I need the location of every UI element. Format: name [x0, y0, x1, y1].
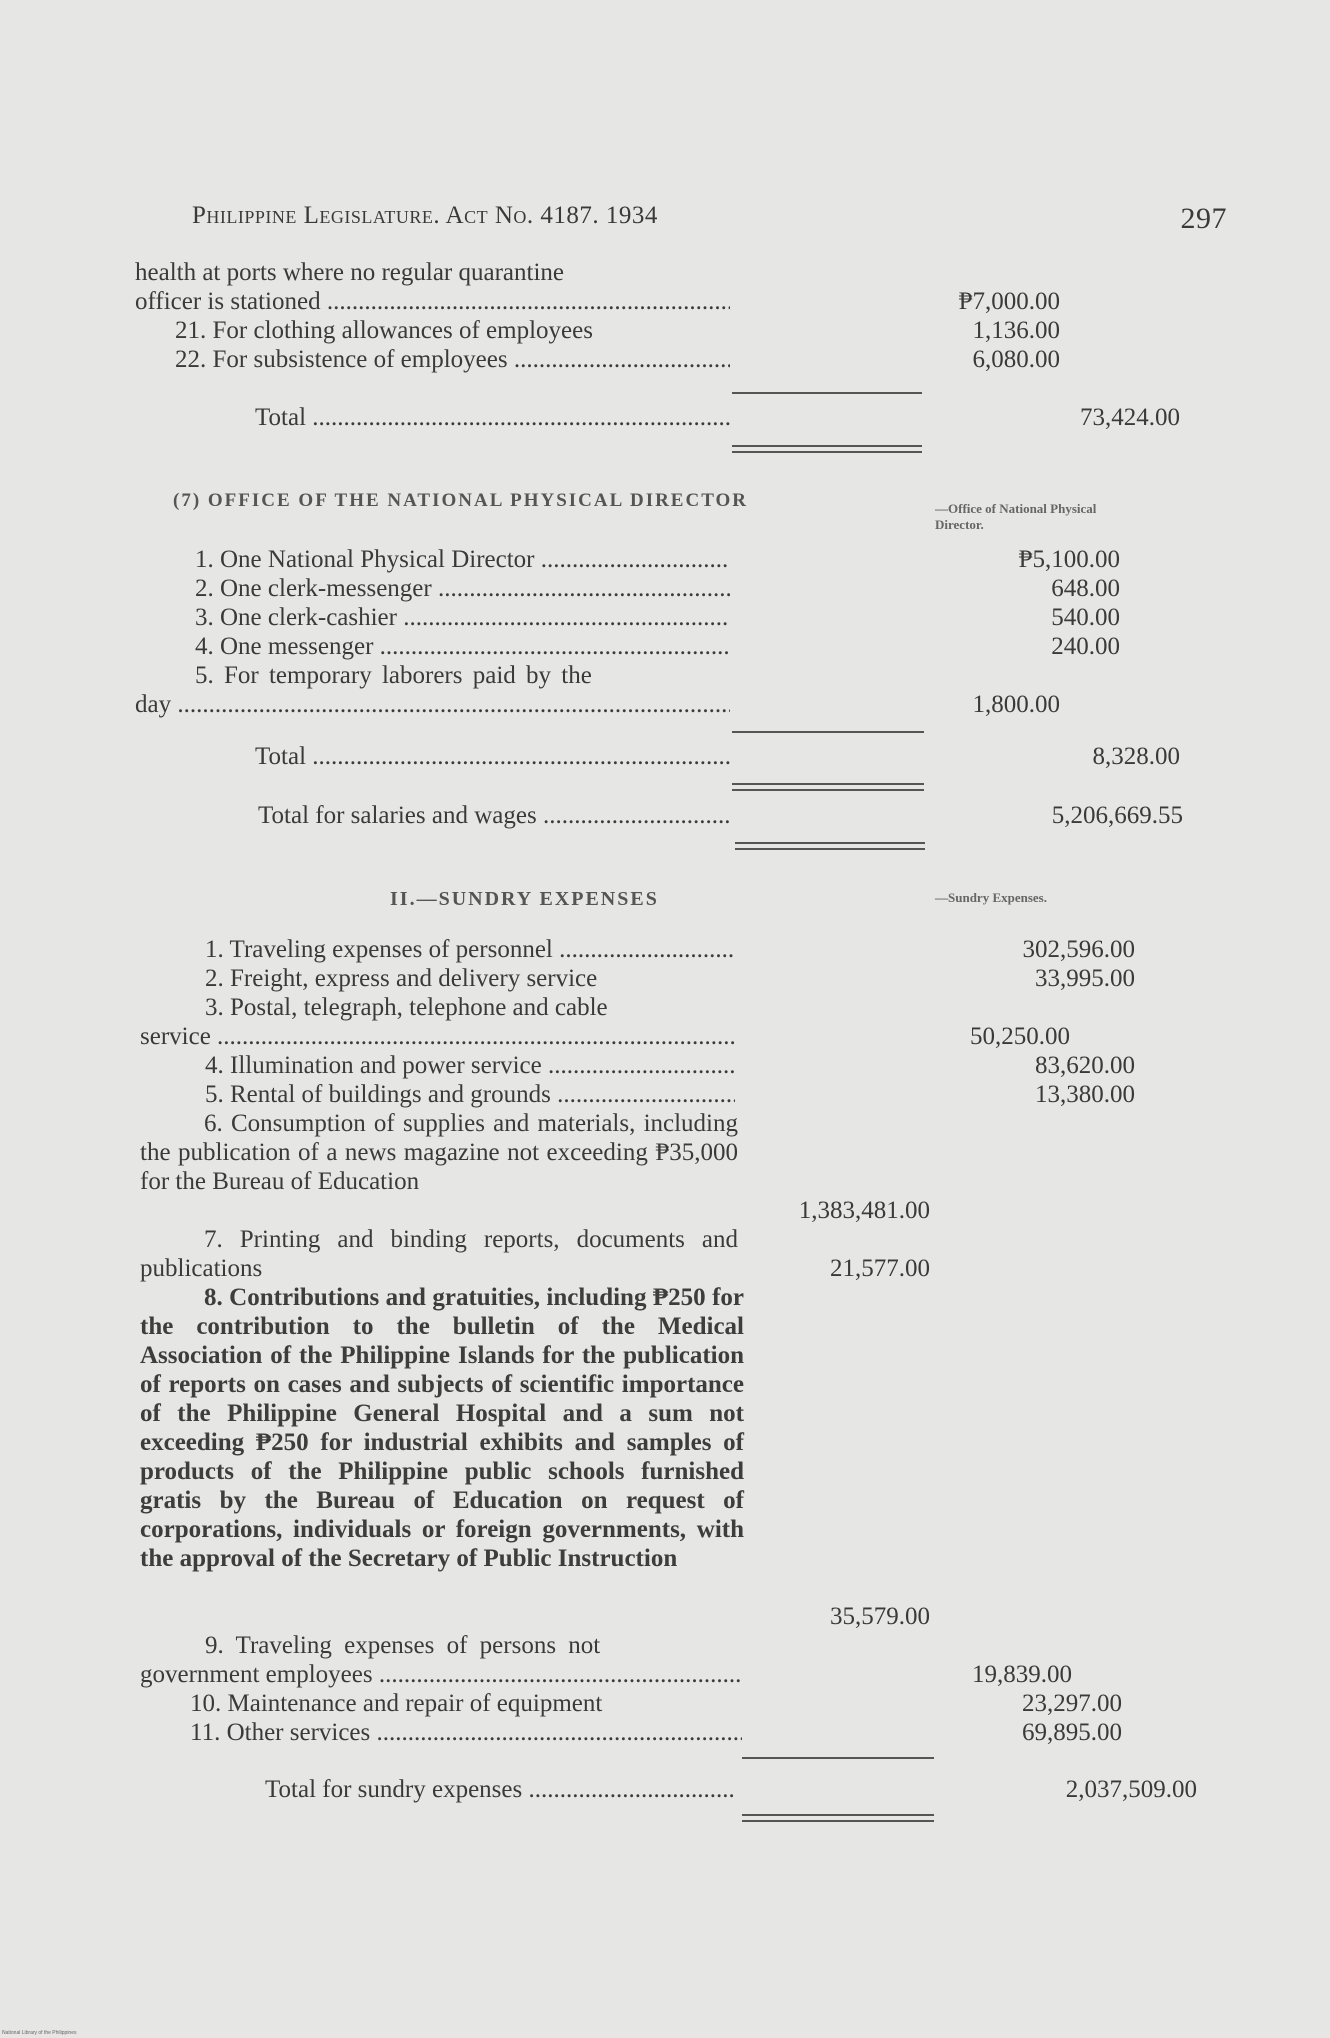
list-item	[205, 964, 1135, 993]
total-row	[255, 403, 1180, 432]
total-label: Total .....	[255, 743, 730, 770]
item-amount: 1,383,481.00	[798, 1197, 930, 1224]
item-amount: 69,895.00	[1022, 1719, 1122, 1746]
total-label: Total .....	[255, 404, 730, 431]
item-amount: 35,579.00	[830, 1603, 930, 1630]
total-amount: 5,206,669.55	[1051, 802, 1183, 829]
total-row	[265, 1775, 1197, 1804]
item-label: 3. One clerk-cashier .....	[195, 604, 730, 631]
item-amount: 13,380.00	[1035, 1081, 1135, 1108]
list-item	[195, 661, 935, 690]
item-amount: 19,839.00	[972, 1661, 1072, 1688]
list-item	[205, 935, 1135, 964]
total-amount: 73,424.00	[1080, 404, 1180, 431]
item-paragraph: 8. Contributions and gratuities, including ₱250 for the contribution to the bulletin of the Medical Association of the Philippine Islands for the publication of reports on cases and subjects of scientific importance of the Philippine General Hospital and a sum not exceeding ₱250 for industrial exhibits and samples of products of the Philippine public schools furnished gratis by the Bureau of Education on request of corporations, individuals or foreign governments, with the approval of the Secretary of Public Instruction	[140, 1284, 744, 1572]
item-label: service .....	[140, 1023, 735, 1050]
sum-rule	[742, 1757, 934, 1759]
list-item	[195, 545, 1120, 574]
item-amount: ₱5,100.00	[1018, 546, 1120, 573]
total-label: Total for salaries and wages .....	[258, 802, 730, 829]
item-label: 1. Traveling expenses of personnel .....	[205, 936, 735, 963]
item-label: 4. Illumination and power service .....	[205, 1052, 735, 1079]
list-item	[175, 316, 1060, 345]
item-label: 21. For clothing allowances of employees	[175, 317, 593, 344]
list-item	[735, 1196, 935, 1225]
item-label: officer is stationed .....	[135, 288, 730, 315]
list-item	[135, 287, 1060, 316]
item-label: 4. One messenger .....	[195, 633, 730, 660]
list-item	[205, 1631, 935, 1660]
list-item	[735, 1602, 935, 1631]
item-amount: 540.00	[1051, 604, 1120, 631]
list-item	[735, 1254, 935, 1283]
margin-note: —Sundry Expenses.	[935, 890, 1047, 905]
sum-rule	[732, 392, 922, 394]
item-label: day .....	[135, 691, 730, 718]
item-label: 2. One clerk-messenger .....	[195, 575, 730, 602]
item-amount: 83,620.00	[1035, 1052, 1135, 1079]
item-amount: ₱7,000.00	[958, 288, 1060, 315]
item-label: government employees .....	[140, 1661, 742, 1688]
list-item	[195, 574, 1120, 603]
item-amount: 1,136.00	[972, 317, 1060, 344]
list-item	[205, 1051, 1135, 1080]
total-row	[255, 742, 1180, 771]
item-amount: 33,995.00	[1035, 965, 1135, 992]
double-rule	[735, 842, 925, 850]
item-label: 3. Postal, telegraph, telephone and cable	[205, 994, 608, 1021]
list-item	[190, 1718, 1122, 1747]
footer-credit: National Library of the Philippines	[2, 2030, 77, 2036]
page-number: 297	[1180, 202, 1227, 235]
sum-rule	[732, 731, 924, 733]
section-heading: (7) OFFICE OF THE NATIONAL PHYSICAL DIRECTOR	[173, 490, 749, 511]
list-item	[205, 993, 935, 1022]
item-label: health at ports where no regular quarantine	[135, 259, 564, 286]
item-label: 10. Maintenance and repair of equipment	[190, 1690, 603, 1717]
margin-note: —Office of National Physical Director.	[935, 501, 1097, 532]
item-label: 1. One National Physical Director .....	[195, 546, 730, 573]
item-amount: 50,250.00	[970, 1023, 1070, 1050]
running-title: Philippine Legislature. Act No. 4187. 1934	[192, 202, 658, 229]
item-label: 5. For temporary laborers paid by the	[195, 662, 592, 689]
list-item	[195, 603, 1120, 632]
double-rule	[732, 783, 924, 791]
list-item	[135, 690, 1060, 719]
item-amount: 1,800.00	[972, 691, 1060, 718]
item-label: 2. Freight, express and delivery service	[205, 965, 598, 992]
list-item	[175, 345, 1060, 374]
list-item	[140, 1022, 1070, 1051]
item-label: 22. For subsistence of employees .....	[175, 346, 730, 373]
total-amount: 2,037,509.00	[1065, 1776, 1197, 1803]
item-amount: 648.00	[1051, 575, 1120, 602]
item-amount: 302,596.00	[1022, 936, 1135, 963]
item-label: 5. Rental of buildings and grounds .....	[205, 1081, 735, 1108]
item-label: 9. Traveling expenses of persons not	[205, 1632, 601, 1659]
item-paragraph: 7. Printing and binding reports, documents and publications	[140, 1226, 738, 1282]
item-paragraph: 6. Consumption of supplies and materials, including the publication of a news magazine not exceeding ₱35,000 for the Bureau of Education	[140, 1110, 738, 1195]
total-amount: 8,328.00	[1092, 743, 1180, 770]
total-row	[258, 801, 1183, 830]
item-amount: 23,297.00	[1022, 1690, 1122, 1717]
list-item	[190, 1689, 1122, 1718]
item-amount: 21,577.00	[830, 1255, 930, 1282]
item-amount: 240.00	[1051, 633, 1120, 660]
list-item	[205, 1080, 1135, 1109]
double-rule	[732, 445, 922, 453]
list-item	[140, 1660, 1072, 1689]
item-label: 11. Other services .....	[190, 1719, 742, 1746]
double-rule	[742, 1814, 934, 1822]
total-label: Total for sundry expenses .....	[265, 1776, 735, 1803]
list-item	[135, 258, 935, 287]
item-amount: 6,080.00	[972, 346, 1060, 373]
section-heading: II.—SUNDRY EXPENSES	[390, 888, 659, 910]
list-item	[195, 632, 1120, 661]
